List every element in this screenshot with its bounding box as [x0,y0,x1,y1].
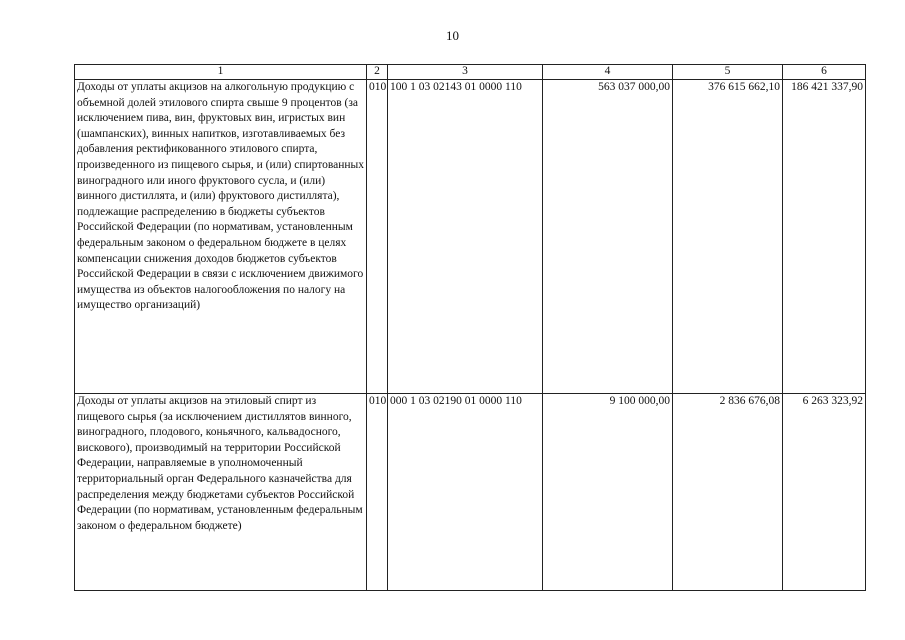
column-header-5: 5 [673,65,783,80]
row-value-col6: 186 421 337,90 [783,80,866,394]
row-admin-code: 010 [367,394,388,591]
row-value-col6: 6 263 323,92 [783,394,866,591]
row-budget-classification-code: 100 1 03 02143 01 0000 110 [388,80,543,394]
row-value-col4: 563 037 000,00 [543,80,673,394]
revenue-table [74,64,866,591]
row-budget-classification-code: 000 1 03 02190 01 0000 110 [388,394,543,591]
row-description [75,80,367,394]
column-header-3: 3 [388,65,543,80]
table-row [75,394,866,591]
row-value-col4: 9 100 000,00 [543,394,673,591]
row-description-text: Доходы от уплаты акцизов на этиловый спирт из пищевого сырья (за исключением дистиллятов винного, виноградного, плодового, коньячного, кальвадосного, вискового), производимый на территории Российской Федерации, направляемые в уполномоченный территориальный орган Федерального казначейства для распределения между бюджетами субъектов Российской Федерации (по нормативам, установленным федеральным законом о федеральном бюджете) [77,395,363,532]
row-description-text: Доходы от уплаты акцизов на алкогольную продукцию с объемной долей этилового спирта свыше 9 процентов (за исключением пива, вин, фруктовых вин, игристых вин (шампанских), винных напитков, изготавливаемых без добавления ректификованного этилового спирта, произведенного из пищевого сырья, и (или) спиртованных виноградного или иного фруктового сусла, и (или) винного дистиллята, и (или) фруктового дистиллята), подлежащие распределению в бюджеты субъектов Российской Федерации (по нормативам, установленным федеральным законом о федеральном бюджете в целях компенсации снижения доходов бюджетов субъектов Российской Федерации в связи с исключением движимого имущества из объектов налогообложения по налогу на имущество организаций) [77,81,365,312]
row-admin-code: 010 [367,80,388,394]
column-header-1: 1 [75,65,367,80]
table-header-row [75,65,866,80]
column-header-2: 2 [367,65,388,80]
column-header-4: 4 [543,65,673,80]
table-row [75,80,866,394]
page-number: 10 [446,28,459,43]
row-value-col5: 2 836 676,08 [673,394,783,591]
row-value-col5: 376 615 662,10 [673,80,783,394]
column-header-6: 6 [783,65,866,80]
row-description [75,394,367,591]
